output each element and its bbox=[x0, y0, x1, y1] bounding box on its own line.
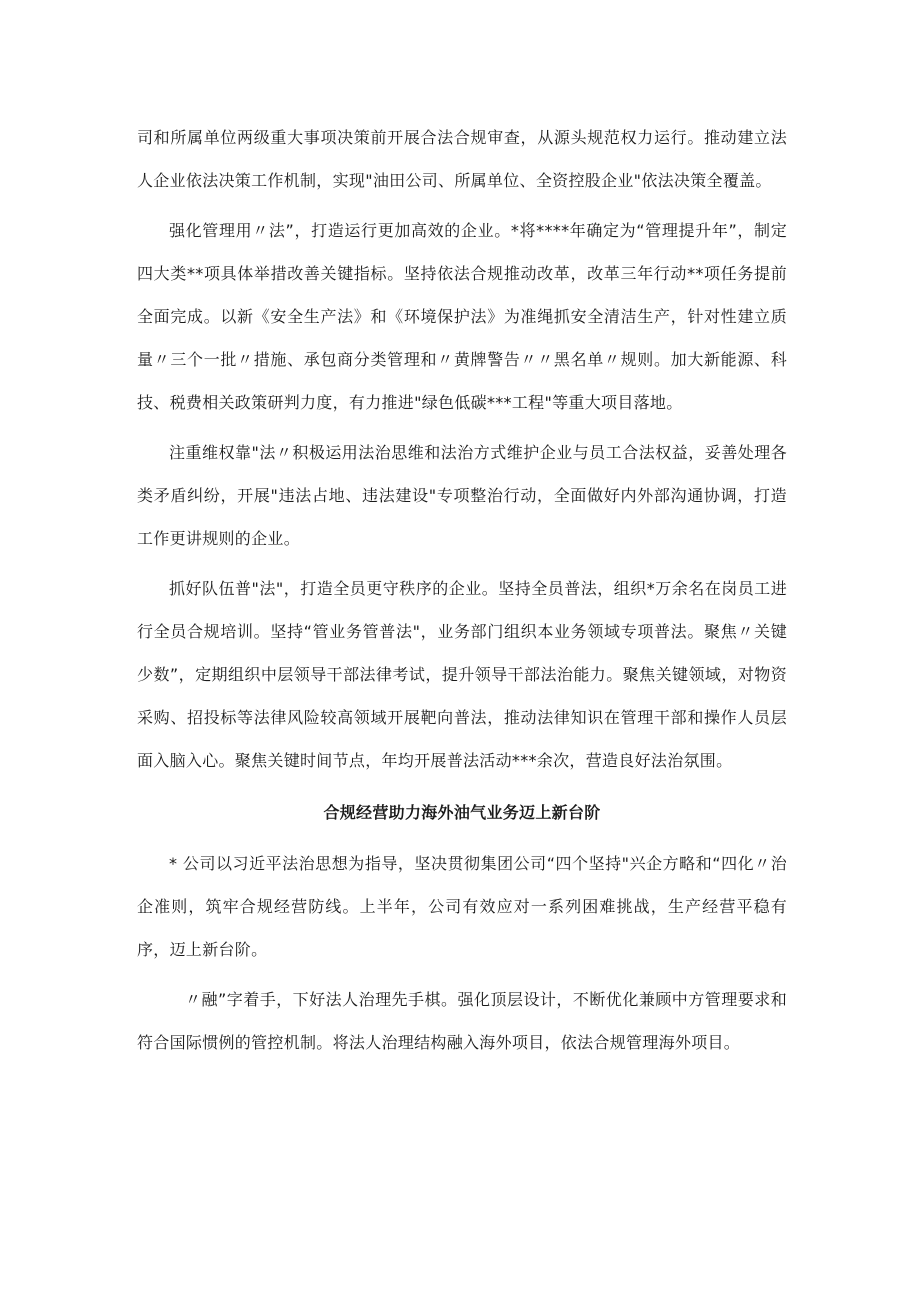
document-body bbox=[137, 116, 787, 1071]
paragraph-decision-review: 司和所属单位两级重大事项决策前开展合法合规审查，从源头规范权力运行。推动建立法人企业依法决策工作机制，实现"油田公司、所属单位、全资控股企业"依法决策全覆盖。 bbox=[137, 128, 787, 190]
section-heading: 合规经营助力海外油气业务迈上新台阶 bbox=[323, 803, 601, 822]
paragraph-corporate-governance: 〃融”字着手，下好法人治理先手棋。强化顶层设计，不断优化兼顾中方管理要求和符合国际惯例的管控机制。将法人治理结构融入海外项目，依法合规管理海外项目。 bbox=[137, 990, 787, 1052]
paragraph-rights-protection: 注重维权靠"法〃积极运用法治思维和法治方式维护企业与员工合法权益，妥善处理各类矛盾纠纷，开展"违法占地、违法建设"专项整治行动，全面做好内外部沟通协调，打造工作更讲规则的企业。 bbox=[137, 443, 787, 548]
paragraph-management: 强化管理用〃法”，打造运行更加高效的企业。*将****年确定为“管理提升年”，制定四大类**项具体举措改善关键指标。坚持依法合规推动改革，改革三年行动**项任务提前全面完成。以新《安全生产法》和《环境保护法》为准绳抓安全清洁生产，针对性建立质量〃三个一批〃措施、承包商分类管理和〃黄牌警告〃〃黑名单〃规则。加大新能源、科技、税费相关政策研判力度，有力推进"绿色低碳***工程"等重大项目落地。 bbox=[137, 221, 787, 412]
paragraph-legal-education: 抓好队伍普"法"，打造全员更守秩序的企业。坚持全员普法，组织*万余名在岗员工进行全员合规培训。坚持“管业务管普法"，业务部门组织本业务领域专项普法。聚焦〃关键少数”，定期组织中层领导干部法律考试，提升领导干部法治能力。聚焦关键领域，对物资采购、招投标等法律风险较高领域开展靶向普法，推动法律知识在管理干部和操作人员层面入脑入心。聚焦关键时间节点，年均开展普法活动***余次，营造良好法治氛围。 bbox=[137, 579, 787, 770]
paragraph-overseas-intro: * 公司以习近平法治思想为指导，坚决贯彻集团公司“四个坚持"兴企方略和“四化〃治企准则，筑牢合规经营防线。上半年，公司有效应对一系列困难挑战，生产经营平稳有序，迈上新台阶。 bbox=[137, 854, 787, 959]
